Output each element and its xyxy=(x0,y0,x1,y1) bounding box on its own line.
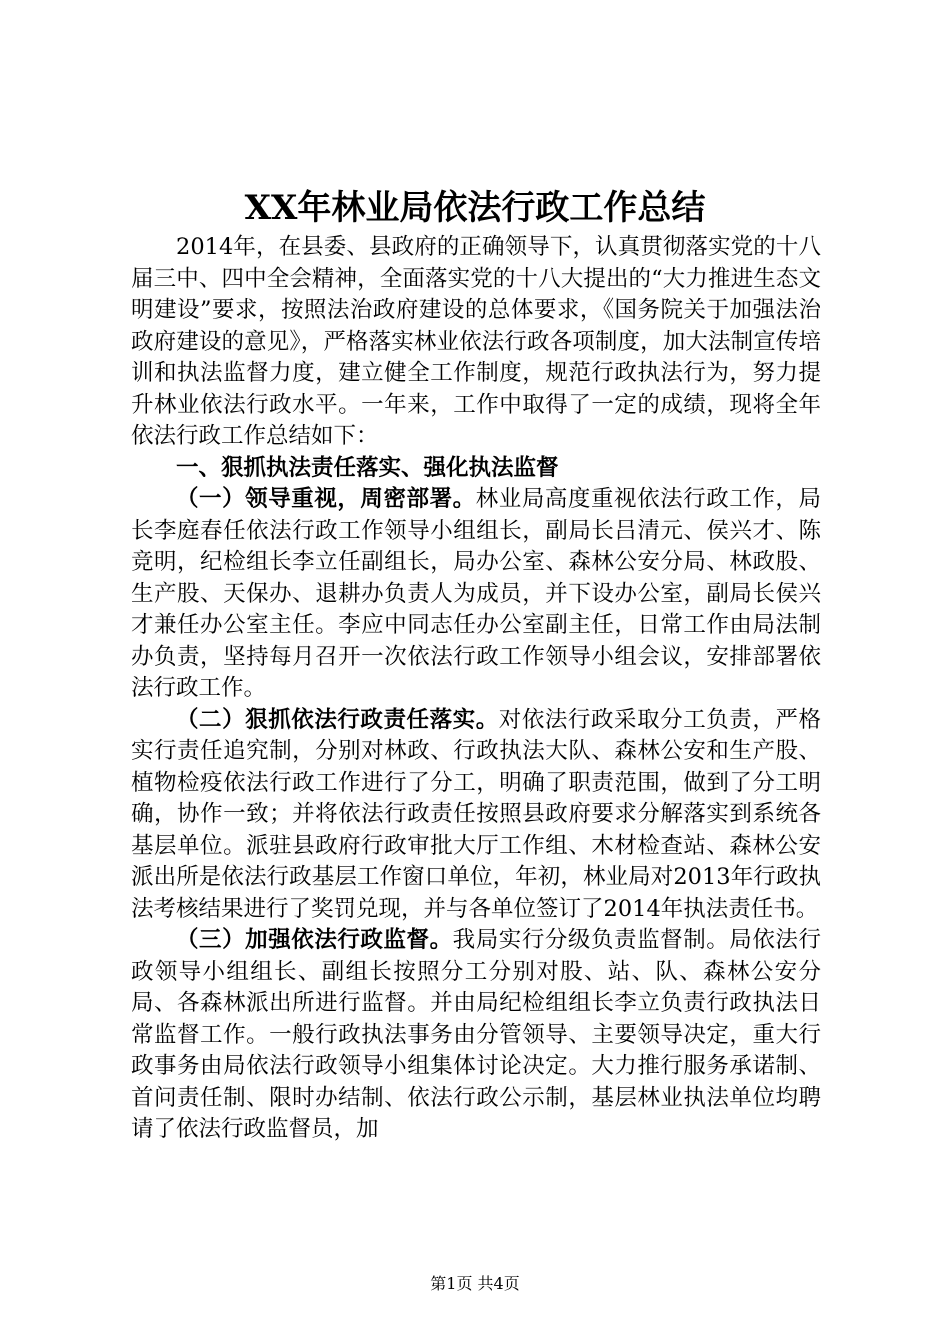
paragraph-3 xyxy=(131,925,821,1146)
paragraph-1-text: 林业局高度重视依法行政工作，局长李庭春任依法行政工作领导小组组长，副局长吕清元、侯兴才、陈竞明，纪检组长李立任副组长，局办公室、森林公安分局、林政股、生产股、天保办、退耕办负责人为成员，并下设办公室，副局长侯兴才兼任办公室主任。李应中同志任办公室副主任，日常工作由局法制办负责，坚持每月召开一次依法行政工作领导小组会议，安排部署依法行政工作。 xyxy=(131,486,821,701)
paragraph-2 xyxy=(131,705,821,926)
paragraph-2-lead: （二）狠抓依法行政责任落实。 xyxy=(176,706,499,733)
intro-paragraph: 2014年，在县委、县政府的正确领导下，认真贯彻落实党的十八届三中、四中全会精神，全面落实党的十八大提出的“大力推进生态文明建设”要求，按照法治政府建设的总体要求，《国务院关于加强法治政府建设的意见》，严格落实林业依法行政各项制度，加大法制宣传培训和执法监督力度，建立健全工作制度，规范行政执法行为，努力提升林业依法行政水平。一年来，工作中取得了一定的成绩，现将全年依法行政工作总结如下： xyxy=(131,234,821,449)
paragraph-1 xyxy=(131,484,821,705)
paragraph-2-text: 对依法行政采取分工负责，严格实行责任追究制，分别对林政、行政执法大队、森林公安和生产股、植物检疫依法行政工作进行了分工，明确了职责范围，做到了分工明确，协作一致；并将依法行政责任按照县政府要求分解落实到系统各基层单位。派驻县政府行政审批大厅工作组、木材检查站、森林公安派出所是依法行政基层工作窗口单位，年初，林业局对2013年行政执法考核结果进行了奖罚兑现，并与各单位签订了2014年执法责任书。 xyxy=(131,706,821,922)
section-heading: 一、狠抓执法责任落实、强化执法监督 xyxy=(176,454,559,481)
paragraph-3-lead: （三）加强依法行政监督。 xyxy=(176,927,453,953)
document-title: XX年林业局依法行政工作总结 xyxy=(244,188,706,228)
paragraph-1-lead: （一）领导重视，周密部署。 xyxy=(176,486,476,512)
paragraph-3-text: 我局实行分级负责监督制。局依法行政领导小组组长、副组长按照分工分别对股、站、队、森林公安分局、各森林派出所进行监督。并由局纪检组组长李立负责行政执法日常监督工作。一般行政执法事务由分管领导、主要领导决定，重大行政事务由局依法行政领导小组集体讨论决定。大力推行服务承诺制、首问责任制、限时办结制、依法行政公示制，基层林业执法单位均聘请了依法行政监督员，加 xyxy=(131,927,821,1142)
document-body xyxy=(131,232,821,1146)
page-footer: 第1页 共4页 xyxy=(430,1274,520,1293)
